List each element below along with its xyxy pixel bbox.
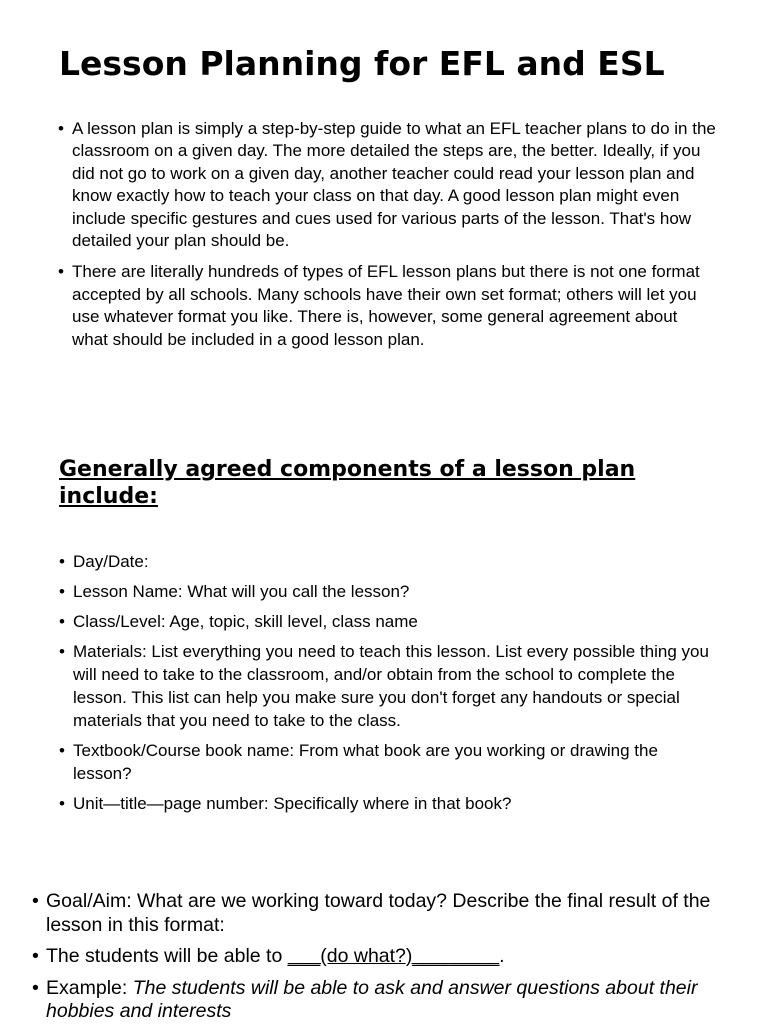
- list-item: [32, 977, 732, 1024]
- intro-list: [58, 118, 718, 360]
- bullet-icon: •: [32, 890, 39, 912]
- component-unit: Unit—title—page number: Specifically where in that book?: [73, 794, 512, 813]
- list-item: [58, 261, 718, 351]
- bullet-icon: •: [32, 945, 39, 967]
- bullet-icon: •: [59, 642, 65, 661]
- list-item: [59, 580, 719, 603]
- example-text: The students will be able to ask and answer questions about their hobbies and interests: [46, 976, 698, 1022]
- component-materials: Materials: List everything you need to teach this lesson. List every possible thing you will need to take to the classroom, and/or obtain from the school to complete the lesson. This list can help you make sure you don't forget any handouts or special materials that you need to take to the class.: [73, 642, 709, 730]
- list-item: [59, 610, 719, 633]
- list-item: [32, 890, 732, 937]
- intro-paragraph: There are literally hundreds of types of EFL lesson plans but there is not one format accepted by all schools. Many schools have their own set format; others will let you use whatever format you like. There is, however, some general agreement about what should be included in a good lesson plan.: [72, 262, 700, 349]
- goal-aim: Goal/Aim: What are we working toward today? Describe the final result of the lesson in this format:: [46, 890, 711, 936]
- component-day-date: Day/Date:: [73, 552, 149, 571]
- list-item: [59, 792, 719, 815]
- bullet-icon: •: [59, 741, 65, 760]
- bullet-icon: •: [58, 119, 64, 138]
- component-textbook: Textbook/Course book name: From what book are you working or drawing the lesson?: [73, 741, 658, 783]
- students-prefix: The students will be able to: [46, 945, 288, 967]
- bullet-icon: •: [59, 612, 65, 631]
- bullet-icon: •: [58, 262, 64, 282]
- page-title: Lesson Planning for EFL and ESL: [59, 44, 665, 83]
- components-list: [59, 550, 719, 822]
- list-item: [59, 550, 719, 573]
- bullet-icon: •: [59, 552, 65, 571]
- bullet-icon: •: [59, 794, 65, 813]
- component-class-level: Class/Level: Age, topic, skill level, class name: [73, 612, 418, 631]
- intro-paragraph: A lesson plan is simply a step-by-step guide to what an EFL teacher plans to do in the classroom on a given day. The more detailed the steps are, the better. Ideally, if you did not go to work on a given day, another teacher could read your lesson plan and know exactly how to teach your class on that day. A good lesson plan might even include specific gestures and cues used for various parts of the lesson. That's how detailed your plan should be.: [72, 119, 716, 251]
- components-heading: Generally agreed components of a lesson plan include:: [59, 457, 636, 509]
- list-item: [58, 118, 718, 252]
- example-label: Example:: [46, 976, 133, 999]
- list-item: [59, 640, 719, 732]
- students-blank: ___(do what?)________: [287, 945, 500, 967]
- component-lesson-name: Lesson Name: What will you call the lesson?: [73, 582, 410, 601]
- bullet-icon: •: [32, 976, 39, 999]
- students-suffix: .: [499, 945, 505, 967]
- bullet-icon: •: [59, 582, 65, 601]
- list-item: [59, 739, 719, 785]
- list-item: [32, 945, 732, 969]
- goal-list: [32, 890, 732, 1032]
